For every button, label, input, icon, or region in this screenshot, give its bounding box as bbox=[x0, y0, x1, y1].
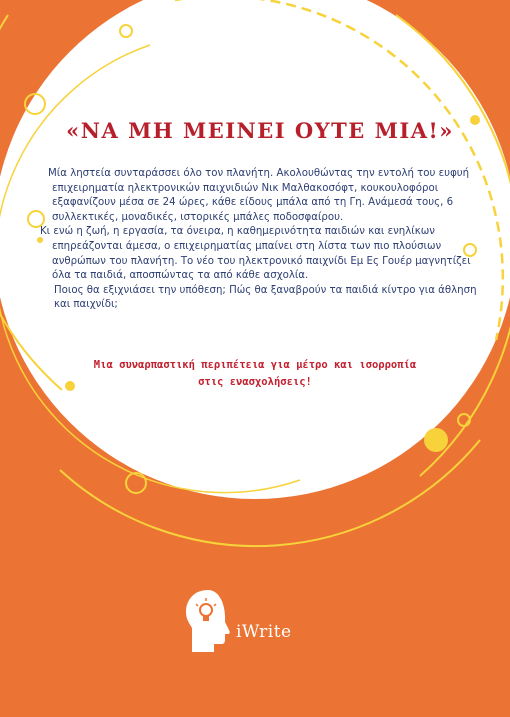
publisher-logo-text: iWrite bbox=[236, 622, 292, 642]
head-with-lightbulb-icon bbox=[186, 590, 230, 652]
blurb-paragraph-2: Κι ενώ η ζωή, η εργασία, τα όνειρα, η καθημερινότητα παιδιών και ενηλίκων επηρεάζονται άμεσα, ο επιχειρηματίας μπαίνει στη λίστα των πιο πλούσιων ανθρώπων του πλανήτη. Το νέο του ηλεκτρονικό παιχνίδι Εμ Ες Γουέρ μαγνητίζει όλα τα παιδιά, αποσπώντας τα από κάθε ασχολία. bbox=[40, 226, 471, 282]
deco-dot bbox=[65, 381, 75, 391]
deco-dot bbox=[470, 115, 480, 125]
deco-ring bbox=[126, 473, 146, 493]
blurb bbox=[40, 167, 480, 313]
deco-dot bbox=[424, 428, 448, 452]
blurb-paragraph-3: Ποιος θα εξιχνιάσει την υπόθεση; Πώς θα ξαναβρούν τα παιδιά κίντρο για άθληση και παιχνίδι; bbox=[54, 284, 477, 311]
book-title: «ΝΑ ΜΗ ΜΕΙΝΕΙ ΟΥΤΕ ΜΙΑ!» bbox=[66, 118, 454, 143]
tagline: Μια συναρπαστική περιπέτεια για μέτρο και ισορροπία στις ενασχολήσεις! bbox=[93, 359, 417, 388]
blurb-paragraph-1: Μία ληστεία συνταράσσει όλο τον πλανήτη. Ακολουθώντας την εντολή του ευφυή επιχειρηματία ηλεκτρονικών παιχνιδιών Νικ Μαλθακοσόφτ, κουκουλοφόροι εξαφανίζουν μέσα σε 24 ώρες, κάθε είδους μπάλα από τη Γη. Ανάμεσά τους, 6 συλλεκτικές, μοναδικές, ιστορικές μπάλες ποδοσφαίρου. bbox=[48, 168, 470, 223]
